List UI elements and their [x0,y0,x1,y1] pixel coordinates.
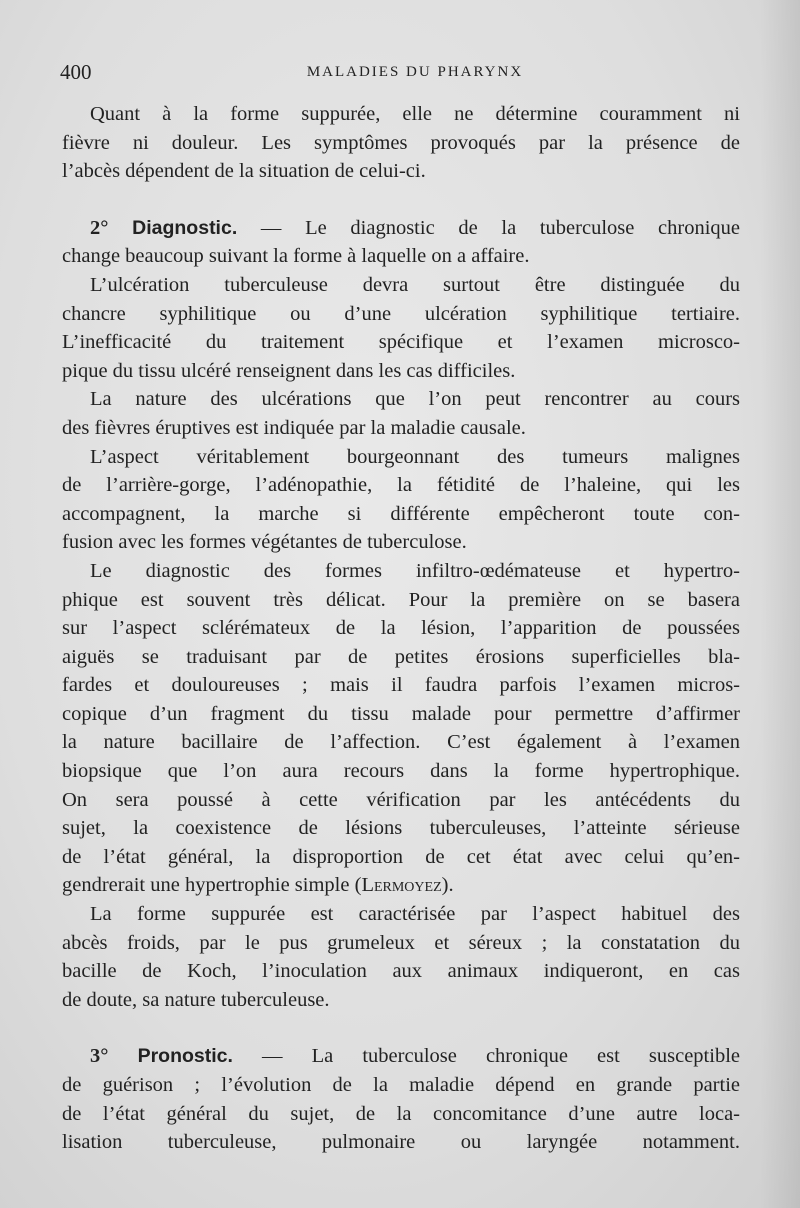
paragraph-suppuree-symptoms [62,100,740,186]
text-line: Le diagnostic des formes infiltro-œdémateuse et hypertro- [90,559,740,582]
text-line: de guérison ; l’évolution de la maladie dépend en grande partie [62,1074,740,1096]
text-line: phique est souvent très délicat. Pour la première on se basera [62,588,740,611]
section-heading-text: — Le diagnostic de la tuberculose chronique [237,216,740,239]
section-heading-line [62,1042,740,1071]
text-line: abcès froids, par le pus grumeleux et séreux ; la constatation du [62,931,740,954]
text-line: de doute, sa nature tuberculeuse. [62,988,330,1011]
section-heading-line [62,214,740,243]
text-line: L’ulcération tuberculeuse devra surtout être distinguée du [90,273,740,296]
paragraph-forme-suppuree [62,900,740,1014]
text-fragment: gendrerait une hypertrophie simple ( [62,874,362,897]
text-line: La nature des ulcérations que l’on peut rencontrer au cours [90,388,740,411]
text-line: La forme suppurée est caractérisée par l’aspect habituel des [90,903,740,926]
text-line: fardes et douloureuses ; mais il faudra parfois l’examen micros- [62,674,740,697]
text-line: L’aspect véritablement bourgeonnant des tumeurs malignes [90,445,740,468]
text-line: change beaucoup suivant la forme à laquelle on a affaire. [62,245,530,268]
section-title: Diagnostic. [132,216,238,239]
section-heading-text: — La tuberculose chronique est susceptible [232,1045,740,1068]
text-line: lisation tuberculeuse, pulmonaire ou laryngée notamment. [62,1131,740,1154]
text-line: accompagnent, la marche si différente empêcheront toute con- [62,502,740,525]
text-line: sujet, la coexistence de lésions tuberculeuses, l’atteinte sérieuse [62,817,740,840]
text-line: fièvre ni douleur. Les symptômes provoqués par la présence de [62,131,740,154]
author-name: Lermoyez [361,874,442,897]
section-number: 3° [90,1045,109,1068]
section-spacer [62,1014,740,1042]
text-line: chancre syphilitique ou d’une ulcération syphilitique tertiaire. [62,302,740,325]
text-line: copique d’un fragment du tissu malade pour permettre d’affirmer [62,702,740,725]
paragraph-tumeurs-malignes [62,443,740,557]
text-line [62,871,740,900]
section-number: 2° [90,216,109,239]
text-line: biopsique que l’on aura recours dans la forme hypertrophique. [62,760,740,783]
text-line: sur l’aspect sclérémateux de la lésion, l’apparition de poussées [62,617,740,640]
page-number: 400 [60,60,92,84]
text-line: de l’état général, la disproportion de cet état avec celui qu’en- [62,845,740,868]
section-pronostic [62,1042,740,1156]
running-head [60,60,740,88]
paragraph-fievres-eruptives [62,385,740,442]
text-line: aiguës se traduisant par de petites érosions superficielles bla- [62,645,740,668]
text-line: bacille de Koch, l’inoculation aux animaux indiqueront, en cas [62,960,740,983]
section-spacer [62,186,740,214]
text-line: de l’état général du sujet, de la concomitance d’une autre loca- [62,1102,740,1125]
text-line: Quant à la forme suppurée, elle ne détermine couramment ni [90,103,740,125]
paragraph-ulceration [62,271,740,385]
text-line: On sera poussé à cette vérification par les antécédents du [62,788,740,811]
text-line: l’abcès dépendent de la situation de celui-ci. [62,160,426,183]
paragraph-formes-infiltro-oedemateuse [62,557,740,900]
text-line: pique du tissu ulcéré renseignent dans les cas difficiles. [62,359,516,382]
section-diagnostic [62,214,740,271]
section-title: Pronostic. [137,1045,233,1068]
text-line: de l’arrière-gorge, l’adénopathie, la fétidité de l’haleine, qui les [62,474,740,497]
text-line: L’inefficacité du traitement spécifique et l’examen microsco- [62,331,740,354]
running-title: MALADIES DU PHARYNX [306,64,524,80]
text-line: des fièvres éruptives est indiquée par la maladie causale. [62,416,526,439]
text-line: fusion avec les formes végétantes de tuberculose. [62,531,467,554]
text-fragment: ). [441,874,454,897]
text-line: la nature bacillaire de l’affection. C’est également à l’examen [62,731,740,754]
body-text [62,100,740,1157]
